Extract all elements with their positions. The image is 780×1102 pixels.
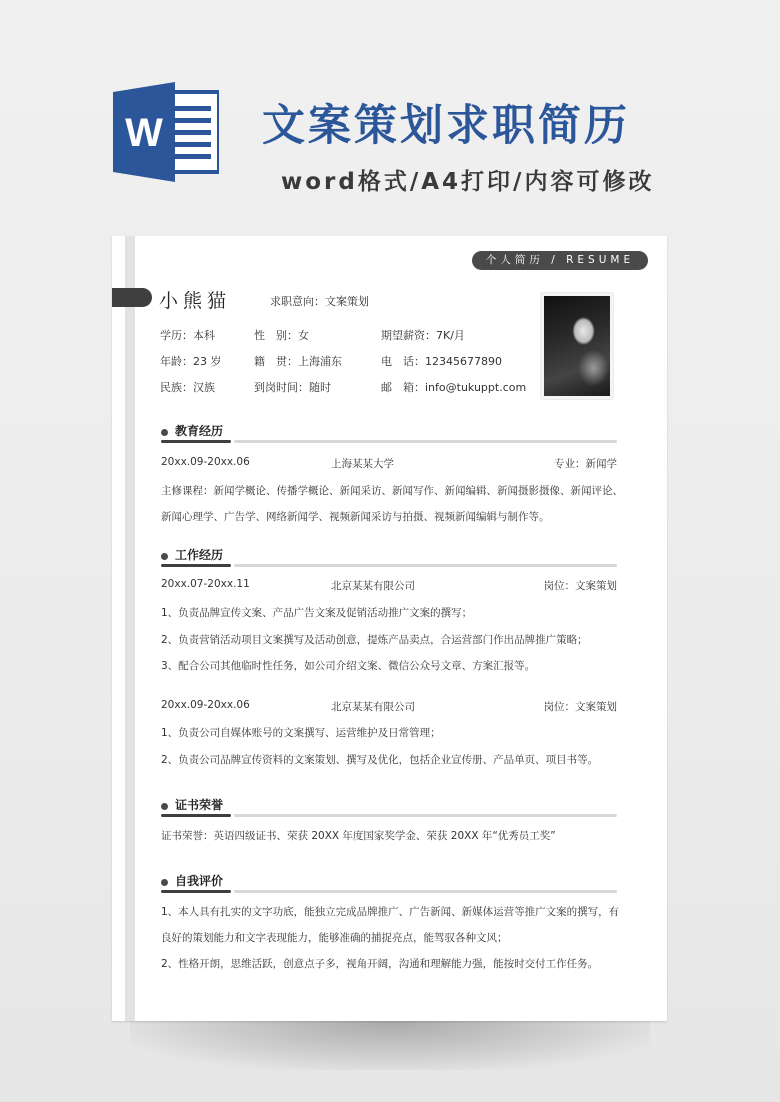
- resume-page: [112, 236, 667, 1021]
- info-phone: 电 话：12345677890: [381, 355, 502, 368]
- name-tab-decoration: [112, 288, 152, 307]
- side-decoration-bar: [125, 236, 135, 1021]
- section-self-eval: 自我评价: [161, 872, 617, 894]
- bullet-icon: [161, 879, 168, 886]
- candidate-name: 小熊猫: [159, 290, 232, 312]
- info-gender: 性 别：女: [254, 329, 309, 342]
- job-intent: [270, 293, 369, 309]
- bullet-icon: [161, 429, 168, 436]
- education-row: 20xx.09-20xx.06 上海某某大学 专业：新闻学: [161, 456, 617, 470]
- job-intent-value: 文案策划: [325, 295, 369, 308]
- section-certs: 证书荣誉: [161, 796, 617, 818]
- hero-title: 文案策划求职简历: [262, 101, 630, 151]
- bullet-icon: [161, 803, 168, 810]
- info-age: 年龄：23 岁: [160, 355, 222, 368]
- info-availability: 到岗时间：随时: [254, 381, 331, 394]
- info-salary: 期望薪资：7K/月: [381, 329, 465, 342]
- job-duty: 1、负责公司自媒体账号的文案撰写、运营维护及日常管理；: [161, 727, 441, 739]
- job-duty: 2、负责营销活动项目文案撰写及活动创意，提炼产品卖点，合运营部门作出品牌推广策略；: [161, 634, 588, 646]
- self-eval-line: 良好的策划能力和文字表现能力，能够准确的捕捉亮点，能驾驭各种文风；: [161, 932, 508, 944]
- job-row: 20xx.07-20xx.11 北京某某有限公司 岗位：文案策划: [161, 578, 617, 592]
- education-courses-2: 新闻心理学、广告学、网络新闻学、视频新闻采访与拍摄、视频新闻编辑与制作等。: [161, 511, 550, 523]
- job-duty: 3、配合公司其他临时性任务，如公司介绍文案、微信公众号文章、方案汇报等。: [161, 660, 536, 672]
- info-email: 邮 箱：info@tukuppt.com: [381, 381, 527, 394]
- section-education: 教育经历: [161, 422, 617, 444]
- self-eval-line: 2、性格开朗，思维活跃，创意点子多，视角开阔，沟通和理解能力强，能按时交付工作任务。: [161, 958, 599, 970]
- profile-photo: [541, 293, 613, 399]
- section-work: 工作经历: [161, 546, 617, 568]
- hero-subtitle: word格式/A4打印/内容可修改: [281, 169, 655, 195]
- job-duty: 1、负责品牌宣传文案、产品广告文案及促销活动推广文案的撰写；: [161, 607, 473, 619]
- job-intent-label: 求职意向：: [270, 295, 325, 308]
- resume-badge: 个人简历 / RESUME: [472, 251, 648, 270]
- job-duty: 2、负责公司品牌宣传资料的文案策划、撰写及优化，包括企业宣传册、产品单页、项目书等。: [161, 754, 599, 766]
- bullet-icon: [161, 553, 168, 560]
- self-eval-line: 1、本人具有扎实的文字功底，能独立完成品牌推广、广告新闻、新媒体运营等推广文案的撰写，有: [161, 906, 620, 918]
- info-education: 学历：本科: [160, 329, 215, 342]
- word-icon: [113, 82, 219, 182]
- education-courses-1: 主修课程：新闻学概论、传播学概论、新闻采访、新闻写作、新闻编辑、新闻摄影摄像、新闻评论、: [161, 485, 623, 497]
- info-hometown: 籍 贯：上海浦东: [254, 355, 342, 368]
- svg-text:W: W: [125, 111, 163, 155]
- certs-text: 证书荣誉：英语四级证书、荣获 20XX 年度国家奖学金、荣获 20XX 年“优秀员工奖”: [161, 830, 556, 842]
- info-ethnicity: 民族：汉族: [160, 381, 215, 394]
- job-row: 20xx.09-20xx.06 北京某某有限公司 岗位：文案策划: [161, 699, 617, 713]
